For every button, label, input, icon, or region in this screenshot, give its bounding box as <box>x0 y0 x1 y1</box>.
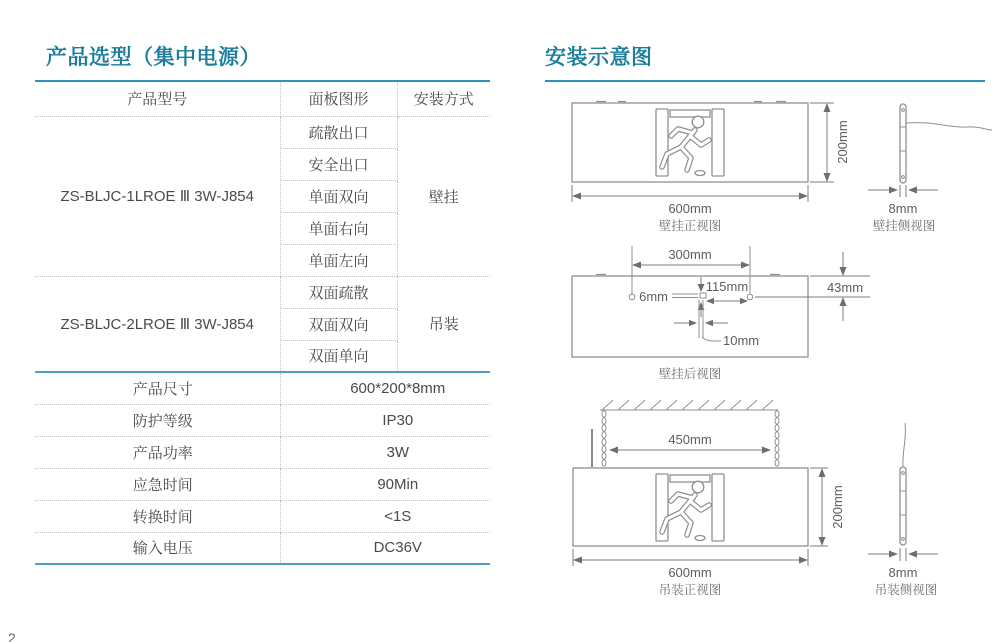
col-header-mount: 安装方式 <box>397 82 490 116</box>
spec-value: 3W <box>280 436 490 468</box>
spec-row-voltage <box>35 532 490 564</box>
wall-front-view <box>572 102 850 234</box>
rear-slot-width-label: 10mm <box>723 333 760 348</box>
hang-side-thickness-label: 8mm <box>888 565 918 580</box>
section-title-installation: 安装示意图 <box>545 45 985 82</box>
col-header-model: 产品型号 <box>35 82 280 116</box>
panel-cell: 双面双向 <box>280 308 397 340</box>
spec-row-emergency-time <box>35 468 490 500</box>
hang-width-label: 600mm <box>668 565 712 580</box>
mount-cell-1: 壁挂 <box>397 116 490 276</box>
hang-side-caption: 吊装侧视图 <box>874 583 938 597</box>
power-cable <box>906 123 992 130</box>
installation-section <box>545 45 985 82</box>
hanging-wire <box>903 423 906 467</box>
spec-value: <1S <box>280 500 490 532</box>
panel-cell: 双面单向 <box>280 340 397 372</box>
spec-label: 应急时间 <box>35 468 280 500</box>
wall-front-caption: 壁挂正视图 <box>658 219 722 233</box>
table-row <box>35 276 490 308</box>
spec-row-size <box>35 372 490 404</box>
wall-side-thickness-label: 8mm <box>888 201 918 216</box>
panel-cell: 单面右向 <box>280 212 397 244</box>
hanging-chain-left <box>602 411 606 466</box>
mount-cell-2: 吊装 <box>397 276 490 372</box>
section-title-product-selection: 产品选型（集中电源） <box>35 45 490 82</box>
spec-label: 防护等级 <box>35 404 280 436</box>
wall-rear-view <box>572 246 870 381</box>
model-cell-1: ZS-BLJC-1LROE Ⅲ 3W-J854 <box>35 116 280 276</box>
hanging-chain-right <box>775 411 779 466</box>
spec-value: DC36V <box>280 532 490 564</box>
spec-value: IP30 <box>280 404 490 436</box>
panel-cell: 单面双向 <box>280 180 397 212</box>
table-header-row <box>35 82 490 116</box>
spec-value: 90Min <box>280 468 490 500</box>
product-selection-section <box>35 45 490 565</box>
wall-front-height-label: 200mm <box>835 120 850 164</box>
spec-row-power <box>35 436 490 468</box>
installation-diagrams-svg <box>545 83 1002 598</box>
rear-offset-h-label: 115mm <box>705 279 749 294</box>
panel-cell: 安全出口 <box>280 148 397 180</box>
wall-rear-caption: 壁挂后视图 <box>658 367 722 381</box>
hang-height-label: 200mm <box>830 485 845 529</box>
keyhole-left <box>629 290 635 300</box>
rear-slot-gap-label: 6mm <box>639 289 668 304</box>
product-table <box>35 82 490 565</box>
rear-offset-v-label: 43mm <box>826 280 864 295</box>
spec-value: 600*200*8mm <box>280 372 490 404</box>
wall-front-width-label: 600mm <box>668 201 712 216</box>
spec-row-ip <box>35 404 490 436</box>
model-cell-2: ZS-BLJC-2LROE Ⅲ 3W-J854 <box>35 276 280 372</box>
rear-hole-spacing-label: 300mm <box>668 247 712 262</box>
panel-cell: 疏散出口 <box>280 116 397 148</box>
spec-label: 输入电压 <box>35 532 280 564</box>
spec-label: 产品尺寸 <box>35 372 280 404</box>
spec-label: 转换时间 <box>35 500 280 532</box>
hang-front-caption: 吊装正视图 <box>658 583 722 597</box>
hang-chain-spacing-label: 450mm <box>668 432 712 447</box>
wall-side-caption: 壁挂侧视图 <box>872 219 936 233</box>
page-number: 2 <box>8 630 16 642</box>
hang-side-view <box>868 423 938 597</box>
table-row <box>35 116 490 148</box>
hang-front-view <box>573 400 845 597</box>
panel-cell: 单面左向 <box>280 244 397 276</box>
col-header-panel: 面板图形 <box>280 82 397 116</box>
panel-cell: 双面疏散 <box>280 276 397 308</box>
spec-label: 产品功率 <box>35 436 280 468</box>
spec-row-switch-time <box>35 500 490 532</box>
wall-side-view <box>868 104 992 233</box>
